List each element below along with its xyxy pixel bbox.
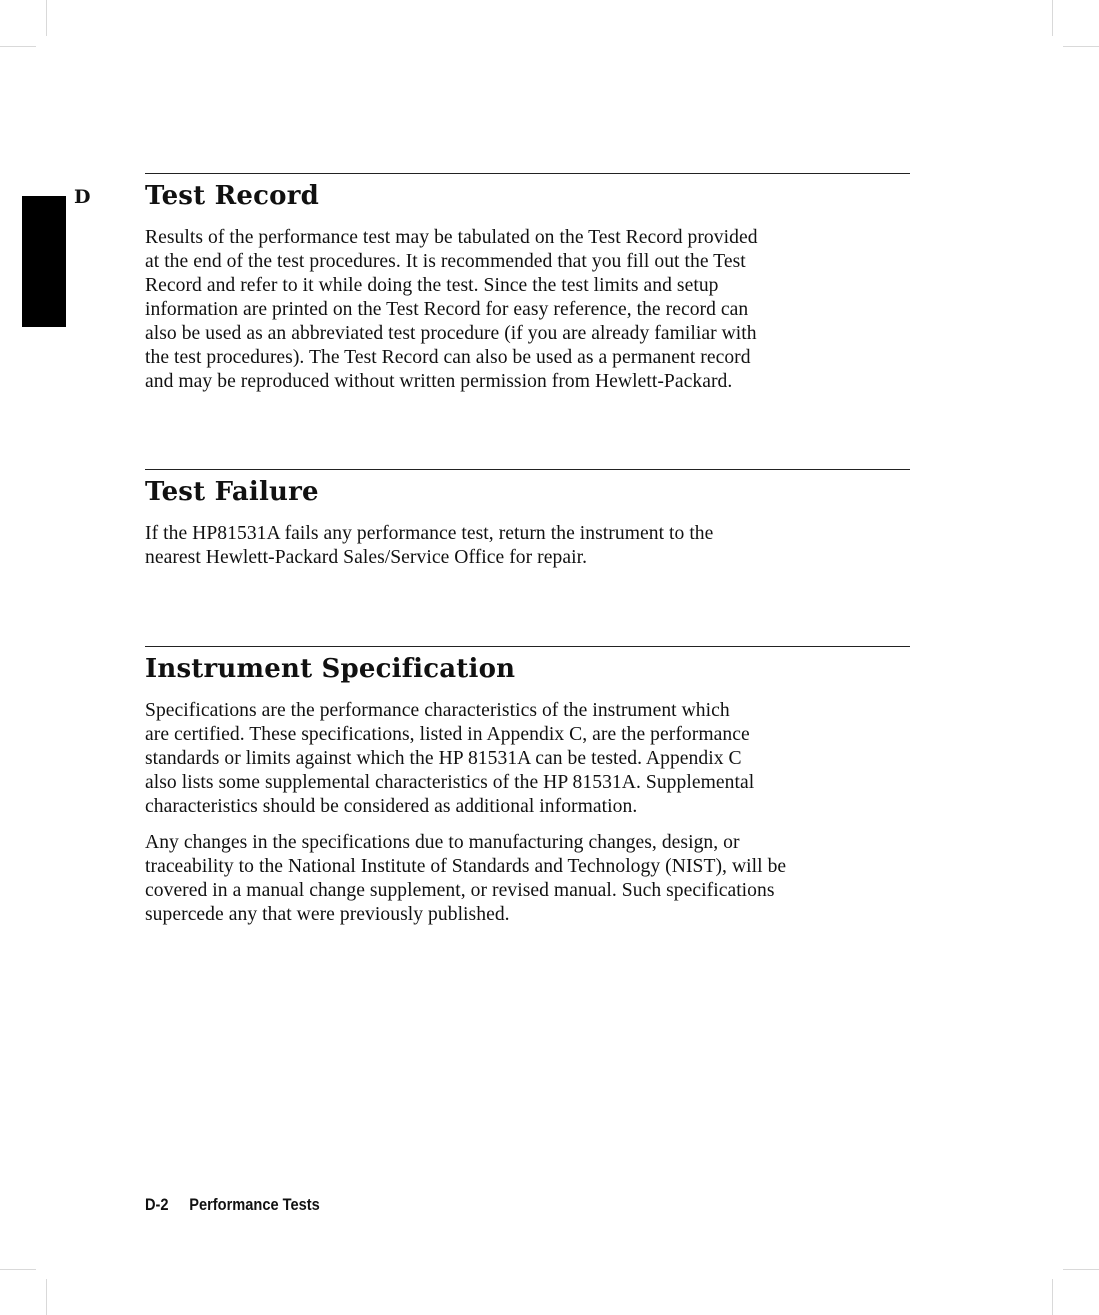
paragraph (145, 699, 910, 819)
chapter-letter: D (74, 186, 91, 208)
page-footer (145, 1194, 320, 1216)
footer-page-number: D-2 (145, 1195, 169, 1214)
crop-mark (0, 46, 36, 47)
paragraph-line: the test procedures). The Test Record can also be used as a permanent record (145, 347, 751, 368)
section-test-record (145, 173, 910, 394)
paragraph-line: nearest Hewlett-Packard Sales/Service Office for repair. (145, 547, 588, 568)
paragraph-line: at the end of the test procedures. It is recommended that you fill out the Test (145, 251, 746, 272)
paragraph-line: standards or limits against which the HP 81531A can be tested. Appendix C (145, 748, 742, 769)
chapter-tab-marker (22, 196, 66, 327)
section-instrument-specification (145, 646, 910, 927)
paragraph-line: If the HP81531A fails any performance test, return the instrument to the (145, 523, 714, 544)
crop-mark (46, 0, 47, 36)
paragraph-line: Any changes in the specifications due to manufacturing changes, design, or (145, 832, 740, 853)
crop-mark (1063, 46, 1099, 47)
paragraph (145, 831, 910, 927)
paragraph-line: are certified. These specifications, listed in Appendix C, are the performance (145, 724, 750, 745)
paragraph-line: characteristics should be considered as additional information. (145, 796, 638, 817)
crop-mark (0, 1269, 36, 1270)
paragraph-line: Specifications are the performance characteristics of the instrument which (145, 700, 730, 721)
paragraph-line: information are printed on the Test Record for easy reference, the record can (145, 299, 749, 320)
section-heading: Instrument Specification (145, 654, 516, 684)
crop-mark (46, 1279, 47, 1315)
crop-mark (1063, 1269, 1099, 1270)
paragraph-line: Results of the performance test may be tabulated on the Test Record provided (145, 227, 758, 248)
crop-mark (1052, 0, 1053, 36)
paragraph-line: also be used as an abbreviated test procedure (if you are already familiar with (145, 323, 757, 344)
section-test-failure (145, 469, 910, 570)
section-heading: Test Failure (145, 477, 319, 507)
paragraph-line: covered in a manual change supplement, or revised manual. Such specifications (145, 880, 775, 901)
crop-mark (1052, 1279, 1053, 1315)
paragraph (145, 226, 910, 394)
footer-title: Performance Tests (189, 1195, 320, 1214)
paragraph-line: traceability to the National Institute of Standards and Technology (NIST), will be (145, 856, 787, 877)
section-heading: Test Record (145, 181, 320, 211)
paragraph (145, 522, 910, 570)
paragraph-line: also lists some supplemental characteristics of the HP 81531A. Supplemental (145, 772, 755, 793)
paragraph-line: and may be reproduced without written permission from Hewlett-Packard. (145, 371, 733, 392)
paragraph-line: Record and refer to it while doing the test. Since the test limits and setup (145, 275, 719, 296)
paragraph-line: supercede any that were previously published. (145, 904, 510, 925)
